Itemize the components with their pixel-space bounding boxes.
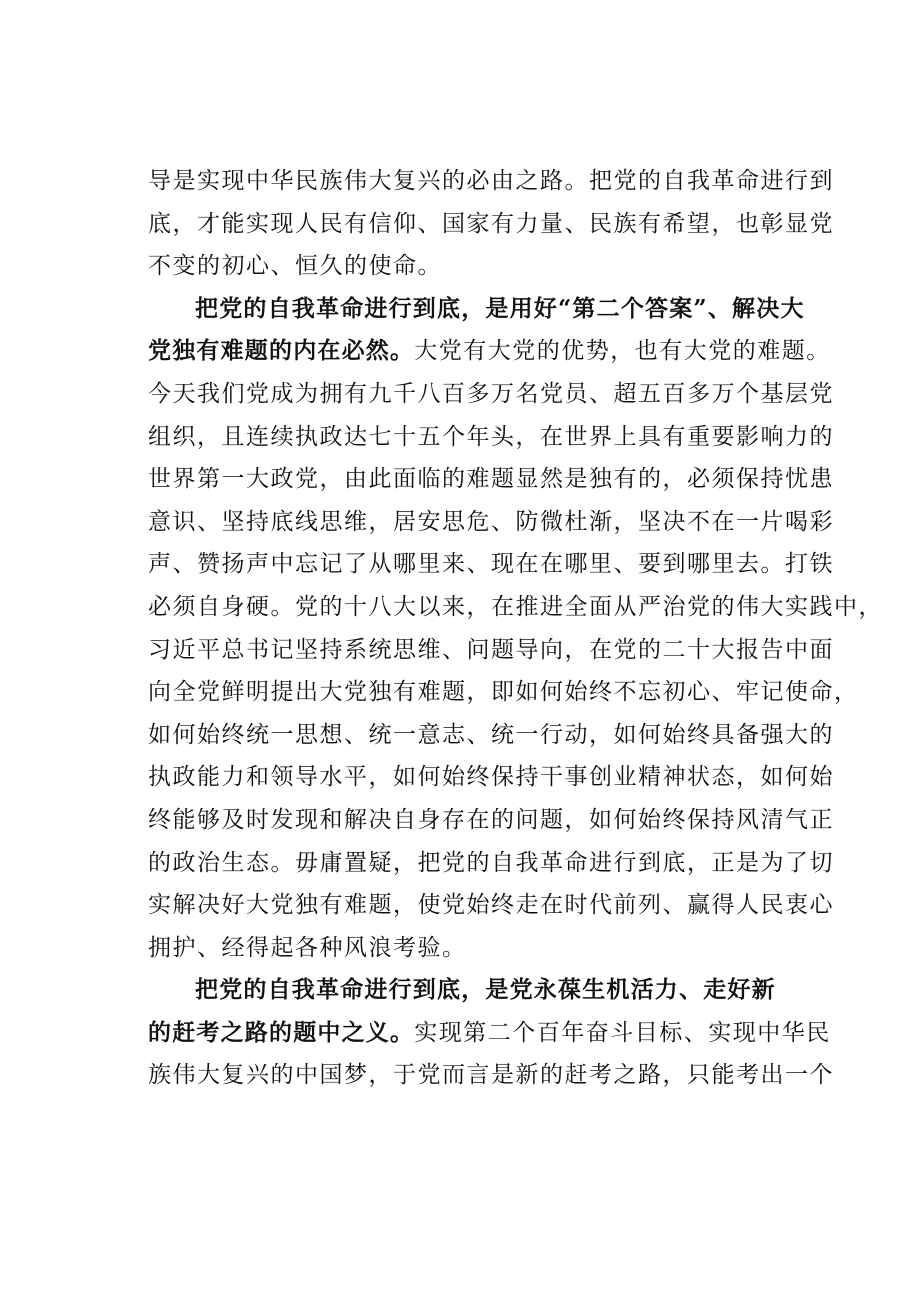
document-body — [148, 160, 883, 1097]
section-heading: 党独有难题的内在必然。 — [148, 337, 415, 365]
text-line — [148, 1012, 831, 1055]
text-line: 导是实现中华民族伟大复兴的必由之路。把党的自我革命进行到 — [148, 168, 834, 194]
text-line — [148, 330, 831, 373]
body-text: 实现第二个百年奋斗目标、实现中华民 — [414, 1019, 831, 1046]
text-line: 实解决好大党独有难题，使党始终走在时代前列、赢得人民衷心 — [148, 892, 834, 919]
text-line: 今天我们党成为拥有九千八百多万名党员、超五百多万个基层党 — [148, 380, 834, 407]
text-line: 执政能力和领导水平，如何始终保持干事创业精神状态，如何始 — [148, 764, 834, 791]
text-line: 必须自身硬。党的十八大以来，在推进全面从严治党的伟大实践中， — [148, 593, 883, 620]
text-line: 向全党鲜明提出大党独有难题，即如何始终不忘初心、牢记使命， — [148, 679, 859, 706]
text-line: 声、赞扬声中忘记了从哪里来、现在在哪里、要到哪里去。打铁 — [148, 551, 834, 578]
body-text: 大党有大党的优势，也有大党的难题。 — [414, 338, 831, 365]
section-heading: 把党的自我革命进行到底，是用好“第二个答案”、解决大 — [195, 294, 805, 322]
text-line: 世界第一大政党，由此面临的难题显然是独有的，必须保持忧患 — [148, 466, 834, 493]
section-heading: 把党的自我革命进行到底，是党永葆生机活力、走好新 — [195, 976, 776, 1004]
text-line: 终能够及时发现和解决自身存在的问题，如何始终保持风清气正 — [148, 806, 834, 833]
text-line: 不变的初心、恒久的使命。 — [148, 253, 442, 280]
text-line: 组织，且连续执政达七十五个年头，在世界上具有重要影响力的 — [148, 423, 834, 450]
text-line: 族伟大复兴的中国梦，于党而言是新的赶考之路，只能考出一个 — [148, 1062, 834, 1089]
text-line: 意识、坚持底线思维，居安思危、防微杜渐，坚决不在一片喝彩 — [148, 508, 834, 535]
text-line: 习近平总书记坚持系统思维、问题导向，在党的二十大报告中面 — [148, 636, 834, 663]
text-line: 拥护、经得起各种风浪考验。 — [148, 934, 467, 961]
section-heading: 的赶考之路的题中之义。 — [148, 1018, 415, 1046]
text-line: 底，才能实现人民有信仰、国家有力量、民族有希望，也彰显党 — [148, 210, 834, 237]
text-line: 如何始终统一思想、统一意志、统一行动，如何始终具备强大的 — [148, 721, 834, 748]
text-line: 的政治生态。毋庸置疑，把党的自我革命进行到底，正是为了切 — [148, 849, 834, 876]
